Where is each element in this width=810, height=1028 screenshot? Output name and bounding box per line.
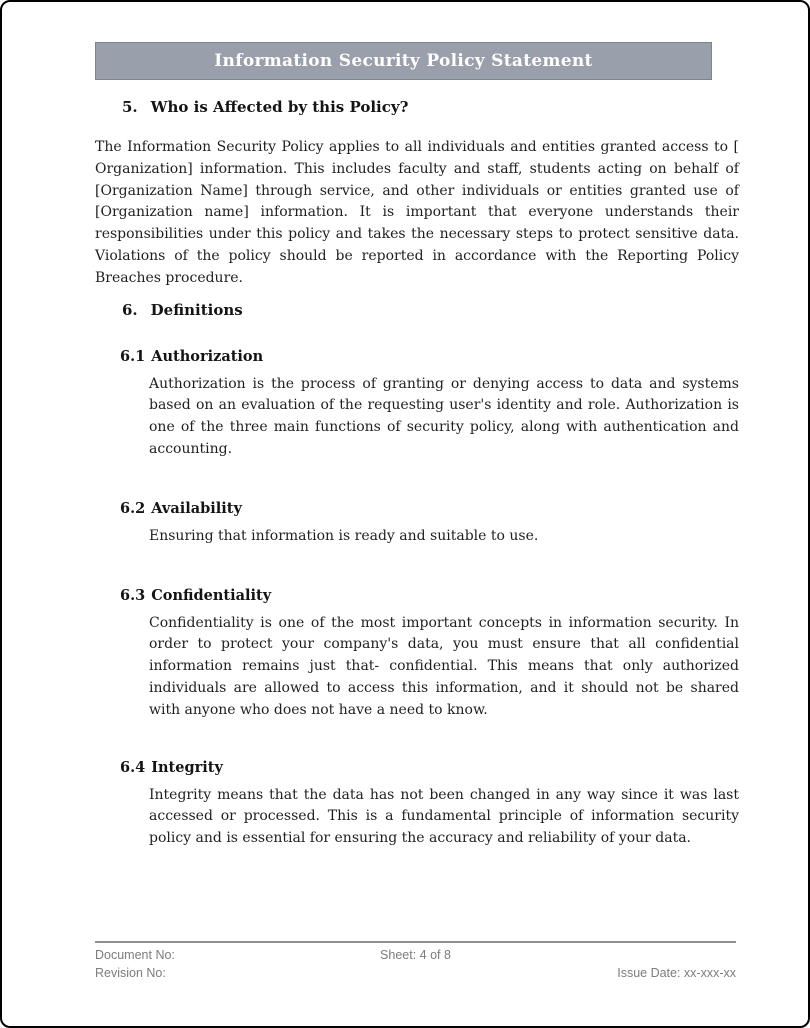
document-no-label: Document No:: [95, 948, 175, 962]
section-5-heading: [122, 98, 808, 116]
definition-heading: [120, 759, 808, 776]
section-6-number: 6.: [122, 300, 138, 319]
section-5-paragraph: The Information Security Policy applies to all individuals and entities granted access to [ Organization] information. This includes faculty and staff, students acting on behalf of [Organization Name] through service, and other individuals or entities granted use of [Organization name] information. It is important that everyone understands their responsibilities under this policy and takes the necessary steps to protect sensitive data. Violations of the policy should be reported in accordance with the Reporting Policy Breaches procedure.: [95, 139, 739, 286]
footer-row2-spacer: [309, 964, 523, 982]
document-footer: [95, 941, 736, 982]
definition-number: 6.2: [120, 499, 146, 517]
page-title: Information Security Policy Statement: [214, 51, 593, 71]
section-6-title: Definitions: [150, 300, 243, 319]
footer-row-1: [95, 946, 736, 964]
title-banner: [95, 42, 712, 80]
definition-number: 6.1: [120, 347, 146, 365]
definition-heading: [120, 500, 808, 517]
sheet-label: Sheet: 4 of 8: [380, 948, 451, 962]
definition-paragraph: Integrity means that the data has not been changed in any way since it was last accessed or processed. This is a fundamental principle of information security policy and is essential for ensuring the accuracy and reliability of your data.: [149, 786, 739, 847]
issue-date-label: Issue Date: xx-xxx-xx: [617, 966, 736, 980]
definition-block-confidentiality: [2, 587, 808, 722]
definition-paragraph: Ensuring that information is ready and suitable to use.: [149, 527, 539, 544]
definition-heading: [120, 348, 808, 365]
definition-term: Authorization: [151, 347, 264, 365]
definition-heading: [120, 587, 808, 604]
revision-no-label: Revision No:: [95, 966, 166, 980]
definition-block-availability: [2, 500, 808, 548]
footer-row1-spacer: [522, 946, 736, 964]
definition-paragraph: Confidentiality is one of the most important concepts in information security. In order to protect your company's data, you must ensure that all confidential information remains just that- confidential. This means that only authorized individuals are allowed to access this information, and it should not be shared with anyone who does not have a need to know.: [149, 614, 739, 718]
definition-term: Integrity: [151, 758, 223, 776]
definition-paragraph: Authorization is the process of granting or denying access to data and systems based on an evaluation of the requesting user's identity and role. Authorization is one of the three main functions of security policy, along with authentication and accounting.: [149, 375, 739, 457]
definition-number: 6.3: [120, 586, 146, 604]
definition-term: Availability: [151, 499, 242, 517]
definition-number: 6.4: [120, 758, 146, 776]
definition-block-authorization: [2, 348, 808, 461]
section-5-title: Who is Affected by this Policy?: [150, 98, 409, 116]
footer-row-2: [95, 964, 736, 982]
definition-block-integrity: [2, 759, 808, 850]
section-5-number: 5.: [122, 98, 138, 116]
definition-term: Confidentiality: [151, 586, 272, 604]
section-6-heading: [122, 301, 808, 319]
